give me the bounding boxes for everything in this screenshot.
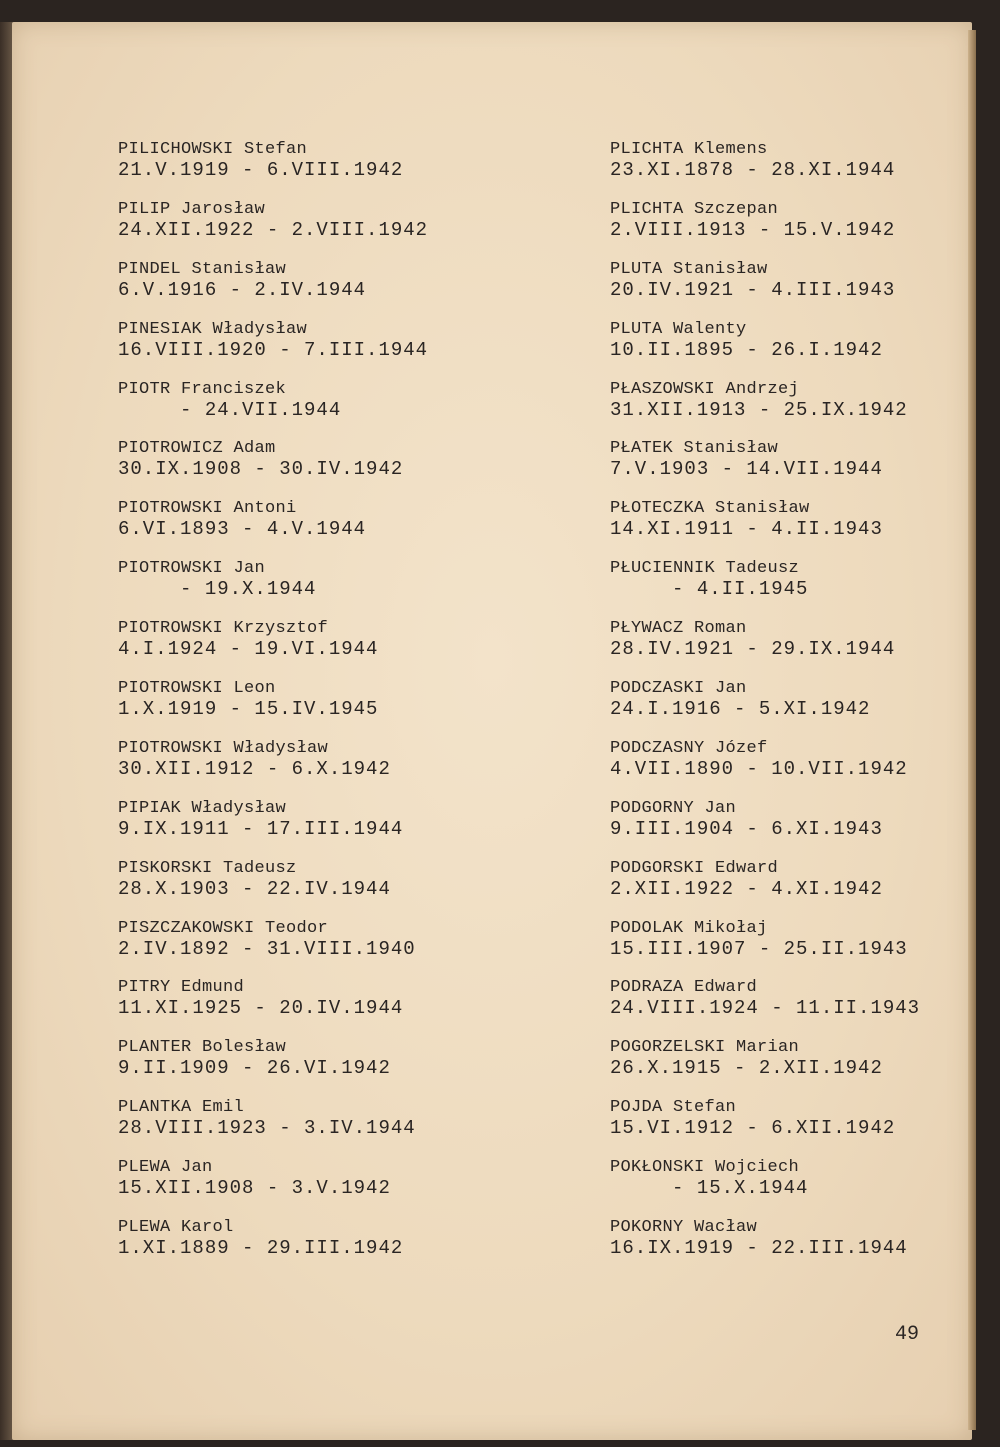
list-item — [610, 499, 920, 559]
person-name: PLEWA Jan — [118, 1158, 213, 1178]
page-edge — [968, 30, 976, 1430]
person-name: PLICHTA Szczepan — [610, 199, 779, 219]
list-item — [118, 200, 428, 260]
life-dates: 14.XI.1911 - 4.II.1943 — [610, 518, 883, 541]
life-dates: 6.V.1916 - 2.IV.1944 — [118, 278, 367, 301]
person-name: PITRY Edmund — [118, 978, 245, 998]
person-name: PLEWA Karol — [118, 1218, 234, 1238]
person-name: POJDA Stefan — [610, 1098, 737, 1118]
life-dates: 7.V.1903 - 14.VII.1944 — [610, 458, 883, 481]
life-dates: 30.XII.1912 - 6.X.1942 — [118, 757, 391, 780]
left-column — [118, 140, 428, 1278]
list-item — [118, 1038, 428, 1098]
person-name: PIOTROWSKI Jan — [118, 559, 266, 579]
person-name: PINDEL Stanisław — [118, 259, 287, 279]
list-item — [610, 978, 920, 1038]
person-name: PIOTROWICZ Adam — [118, 439, 276, 459]
person-name: POKORNY Wacław — [610, 1218, 758, 1238]
person-name: PLANTKA Emil — [118, 1098, 245, 1118]
person-name: PODGORSKI Edward — [610, 858, 779, 878]
list-item — [118, 380, 428, 440]
life-dates: 15.XII.1908 - 3.V.1942 — [118, 1177, 391, 1200]
person-name: PŁOTECZKA Stanisław — [610, 499, 810, 519]
person-name: PLUTA Walenty — [610, 319, 747, 339]
list-item — [610, 1158, 920, 1218]
life-dates: 4.I.1924 - 19.VI.1944 — [118, 638, 379, 661]
list-item — [610, 799, 920, 859]
life-dates: 24.I.1916 - 5.XI.1942 — [610, 698, 871, 721]
list-item — [118, 919, 428, 979]
person-name: PIOTR Franciszek — [118, 379, 287, 399]
life-dates: - 15.X.1944 — [610, 1177, 809, 1200]
list-item — [118, 619, 428, 679]
right-column — [610, 140, 920, 1278]
person-name: PODRAZA Edward — [610, 978, 758, 998]
list-item — [610, 140, 920, 200]
person-name: PODCZASKI Jan — [610, 679, 747, 699]
life-dates: 1.X.1919 - 15.IV.1945 — [118, 698, 379, 721]
life-dates: 1.XI.1889 - 29.III.1942 — [118, 1237, 404, 1260]
life-dates: 20.IV.1921 - 4.III.1943 — [610, 278, 896, 301]
life-dates: - 4.II.1945 — [610, 578, 809, 601]
person-name: PŁYWACZ Roman — [610, 619, 747, 639]
life-dates: 15.III.1907 - 25.II.1943 — [610, 937, 908, 960]
list-item — [610, 679, 920, 739]
list-item — [610, 619, 920, 679]
life-dates: 2.XII.1922 - 4.XI.1942 — [610, 877, 883, 900]
life-dates: 9.III.1904 - 6.XI.1943 — [610, 817, 883, 840]
life-dates: 2.VIII.1913 - 15.V.1942 — [610, 218, 896, 241]
person-name: PIOTROWSKI Leon — [118, 679, 276, 699]
list-item — [118, 1098, 428, 1158]
person-name: PODOLAK Mikołaj — [610, 918, 768, 938]
list-item — [118, 978, 428, 1038]
life-dates: 24.VIII.1924 - 11.II.1943 — [610, 997, 921, 1020]
list-item — [610, 1218, 920, 1278]
list-item — [118, 1218, 428, 1278]
person-name: PŁASZOWSKI Andrzej — [610, 379, 800, 399]
life-dates: 4.VII.1890 - 10.VII.1942 — [610, 757, 908, 780]
person-name: PODGORNY Jan — [610, 798, 737, 818]
list-item — [118, 679, 428, 739]
list-item — [610, 439, 920, 499]
person-name: POKŁONSKI Wojciech — [610, 1158, 800, 1178]
list-item — [610, 260, 920, 320]
person-name: POGORZELSKI Marian — [610, 1038, 800, 1058]
list-item — [118, 559, 428, 619]
list-item — [610, 200, 920, 260]
person-name: PISZCZAKOWSKI Teodor — [118, 918, 329, 938]
person-name: PLICHTA Klemens — [610, 140, 768, 159]
list-item — [118, 739, 428, 799]
person-name: PLANTER Bolesław — [118, 1038, 287, 1058]
life-dates: 9.IX.1911 - 17.III.1944 — [118, 817, 404, 840]
list-item — [118, 859, 428, 919]
list-item — [610, 1098, 920, 1158]
person-name: PODCZASNY Józef — [610, 738, 768, 758]
list-item — [118, 1158, 428, 1218]
life-dates: 31.XII.1913 - 25.IX.1942 — [610, 398, 908, 421]
person-name: PIOTROWSKI Krzysztof — [118, 619, 329, 639]
person-name: PIOTROWSKI Antoni — [118, 499, 297, 519]
list-item — [118, 799, 428, 859]
life-dates: 11.XI.1925 - 20.IV.1944 — [118, 997, 404, 1020]
person-name: PŁATEK Stanisław — [610, 439, 779, 459]
life-dates: 28.IV.1921 - 29.IX.1944 — [610, 638, 896, 661]
life-dates: 9.II.1909 - 26.VI.1942 — [118, 1057, 391, 1080]
person-name: PILICHOWSKI Stefan — [118, 140, 308, 159]
person-name: PILIP Jarosław — [118, 199, 266, 219]
list-item — [610, 859, 920, 919]
list-item — [610, 919, 920, 979]
list-item — [610, 559, 920, 619]
life-dates: 21.V.1919 - 6.VIII.1942 — [118, 159, 404, 181]
list-item — [118, 320, 428, 380]
life-dates: - 24.VII.1944 — [118, 398, 342, 421]
person-name: PIPIAK Władysław — [118, 798, 287, 818]
life-dates: 10.II.1895 - 26.I.1942 — [610, 338, 883, 361]
list-item — [610, 380, 920, 440]
life-dates: 16.VIII.1920 - 7.III.1944 — [118, 338, 429, 361]
list-item — [118, 140, 428, 200]
life-dates: 23.XI.1878 - 28.XI.1944 — [610, 159, 896, 181]
person-name: PIOTROWSKI Władysław — [118, 738, 329, 758]
list-item — [610, 320, 920, 380]
person-name: PLUTA Stanisław — [610, 259, 768, 279]
life-dates: 30.IX.1908 - 30.IV.1942 — [118, 458, 404, 481]
page-number: 49 — [895, 1323, 920, 1346]
list-item — [118, 439, 428, 499]
list-item — [610, 739, 920, 799]
life-dates: 24.XII.1922 - 2.VIII.1942 — [118, 218, 429, 241]
list-item — [610, 1038, 920, 1098]
life-dates: 2.IV.1892 - 31.VIII.1940 — [118, 937, 416, 960]
life-dates: - 19.X.1944 — [118, 578, 317, 601]
life-dates: 28.X.1903 - 22.IV.1944 — [118, 877, 391, 900]
person-name: PŁUCIENNIK Tadeusz — [610, 559, 800, 579]
life-dates: 28.VIII.1923 - 3.IV.1944 — [118, 1117, 416, 1140]
life-dates: 6.VI.1893 - 4.V.1944 — [118, 518, 367, 541]
life-dates: 26.X.1915 - 2.XII.1942 — [610, 1057, 883, 1080]
list-item — [118, 499, 428, 559]
life-dates: 16.IX.1919 - 22.III.1944 — [610, 1237, 908, 1260]
person-name: PISKORSKI Tadeusz — [118, 858, 297, 878]
person-name: PINESIAK Władysław — [118, 319, 308, 339]
list-item — [118, 260, 428, 320]
life-dates: 15.VI.1912 - 6.XII.1942 — [610, 1117, 896, 1140]
